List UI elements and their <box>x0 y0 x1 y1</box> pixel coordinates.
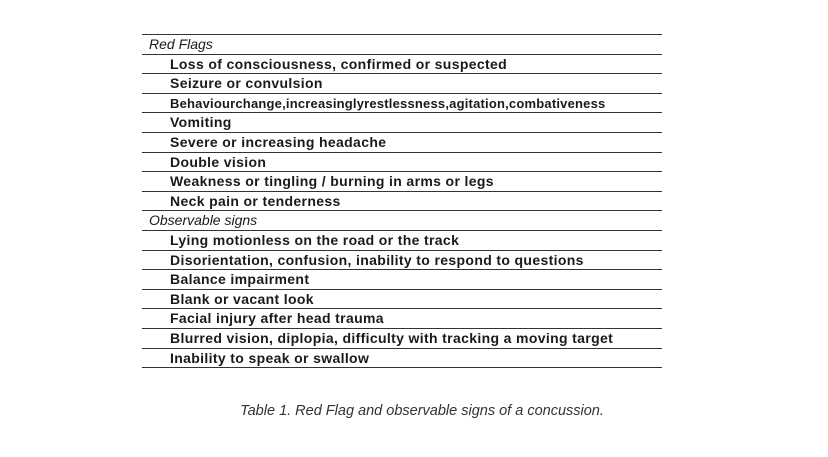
table-row: Neck pain or tenderness <box>142 192 662 212</box>
table-row: Lying motionless on the road or the track <box>142 231 662 251</box>
table-row: Vomiting <box>142 113 662 133</box>
table-caption: Table 1. Red Flag and observable signs of a concussion. <box>240 403 604 419</box>
table-row: Blurred vision, diplopia, difficulty with tracking a moving target <box>142 329 662 349</box>
signs-table <box>142 34 662 368</box>
table-row: Double vision <box>142 153 662 173</box>
table-row: Balance impairment <box>142 270 662 290</box>
table-row: Facial injury after head trauma <box>142 309 662 329</box>
table-row: Disorientation, confusion, inability to respond to questions <box>142 251 662 271</box>
section-heading-red-flags: Red Flags <box>142 35 662 55</box>
table-row: Blank or vacant look <box>142 290 662 310</box>
table-row: Behaviourchange,increasinglyrestlessness,agitation,combativeness <box>142 94 662 114</box>
table-row: Seizure or convulsion <box>142 74 662 94</box>
table-row: Inability to speak or swallow <box>142 349 662 369</box>
table-row: Loss of consciousness, confirmed or suspected <box>142 55 662 75</box>
table-row: Weakness or tingling / burning in arms or legs <box>142 172 662 192</box>
section-heading-observable-signs: Observable signs <box>142 211 662 231</box>
table-row: Severe or increasing headache <box>142 133 662 153</box>
